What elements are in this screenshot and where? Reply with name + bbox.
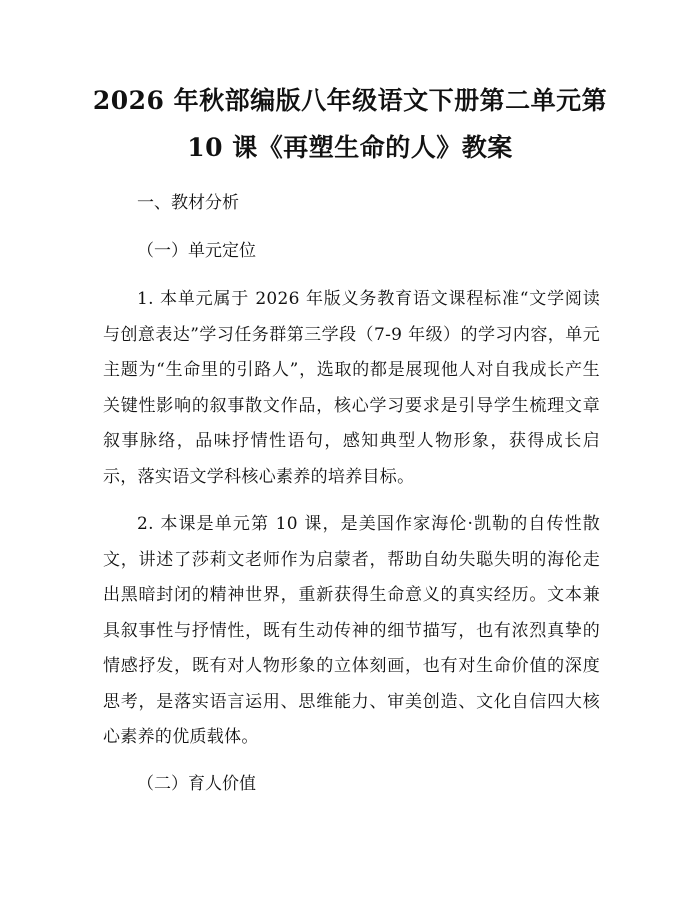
document-title-line-1: 2026 年秋部编版八年级语文下册第二单元第 bbox=[92, 86, 608, 115]
subsection-heading-educational-value: （二）育人价值 bbox=[137, 774, 256, 794]
subsection-heading-unit-positioning: （一）单元定位 bbox=[137, 241, 256, 261]
paragraph-unit-positioning-2: 2. 本课是单元第 10 课，是美国作家海伦·凯勒的自传性散文，讲述了莎莉文老师作为启蒙者，帮助自幼失聪失明的海伦走出黑暗封闭的精神世界，重新获得生命意义的真实经历。文本兼具叙事性与抒情性，既有生动传神的细节描写，也有浓烈真挚的情感抒发，既有对人物形象的立体刻画，也有对生命价值的深度思考，是落实语言运用、思维能力、审美创造、文化自信四大核心素养的优质载体。 bbox=[103, 514, 600, 747]
document-title-line-2: 10 课《再塑生命的人》教案 bbox=[187, 133, 513, 162]
paragraph-unit-positioning-1: 1. 本单元属于 2026 年版义务教育语文课程标准“文学阅读与创意表达”学习任务群第三学段（7-9 年级）的学习内容，单元主题为“生命里的引路人”，选取的都是展现他人对自我成长产生关键性影响的叙事散文作品，核心学习要求是引导学生梳理文章叙事脉络，品味抒情性语句，感知典型人物形象，获得成长启示，落实语文学科核心素养的培养目标。 bbox=[103, 289, 600, 487]
section-heading-textbook-analysis: 一、教材分析 bbox=[137, 193, 239, 213]
